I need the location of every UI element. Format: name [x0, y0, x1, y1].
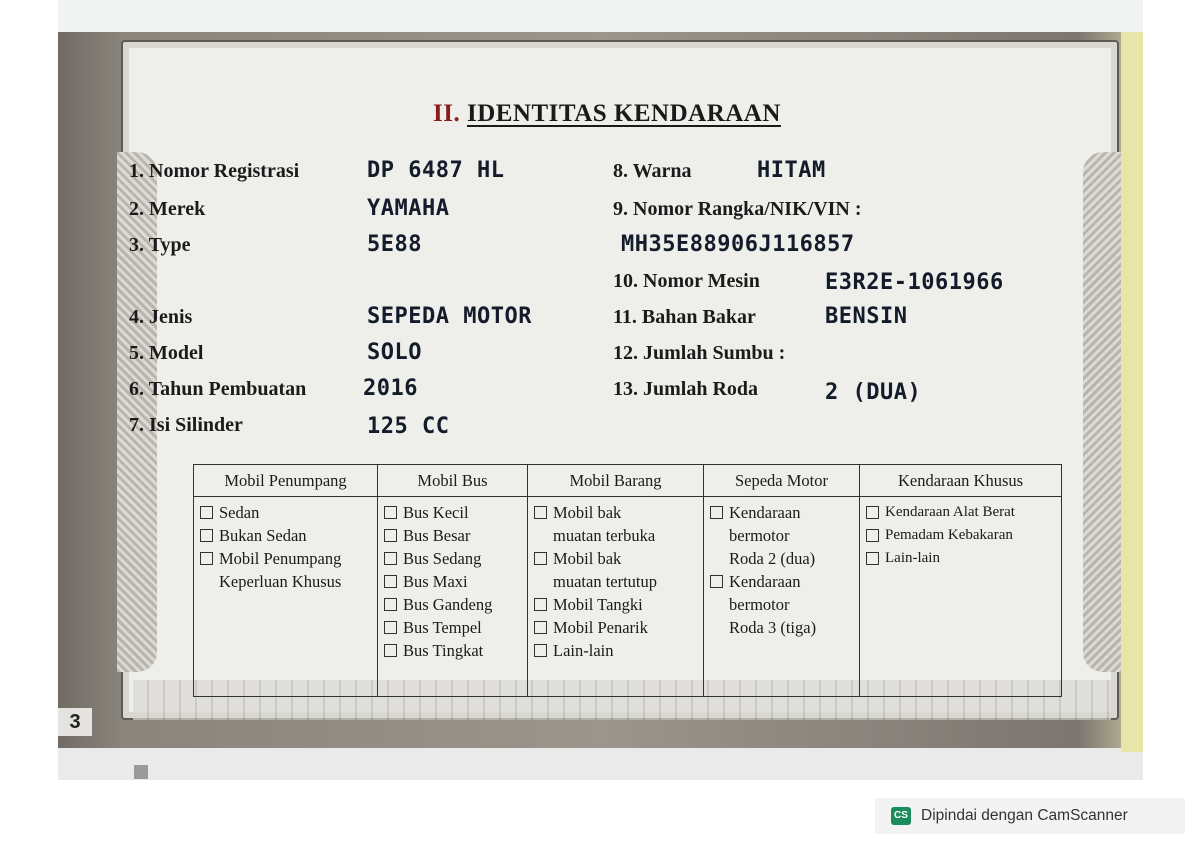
- option-pemadam-kebakaran: Pemadam Kebakaran: [866, 524, 1057, 547]
- option-bus: Bus Gandeng: [384, 593, 523, 616]
- option-bukan-sedan: Bukan Sedan: [200, 524, 373, 547]
- checkbox-icon: [384, 621, 397, 634]
- checkbox-icon: [534, 506, 547, 519]
- field-value-type: 5E88: [367, 232, 422, 257]
- option-mobil-penumpang: Mobil Penumpang: [200, 547, 373, 570]
- checkbox-icon: [534, 552, 547, 565]
- checkbox-icon: [866, 529, 879, 542]
- checkbox-icon: [200, 506, 213, 519]
- option-bus: Bus Tempel: [384, 616, 523, 639]
- field-label: 11. Bahan Bakar: [613, 306, 756, 328]
- field-label: 1. Nomor Registrasi: [129, 160, 300, 182]
- watermark-text: Dipindai dengan CamScanner: [921, 807, 1128, 824]
- field-label: 9. Nomor Rangka/NIK/VIN :: [613, 198, 862, 220]
- cell-mobil-penumpang: [194, 497, 378, 697]
- field-label: 3. Type: [129, 234, 191, 256]
- section-number: II.: [433, 100, 461, 127]
- field-value-registration: DP 6487 HL: [367, 158, 505, 183]
- option-bus: Bus Maxi: [384, 570, 523, 593]
- checkbox-icon: [710, 506, 723, 519]
- option-bak-terbuka: Mobil bak: [534, 501, 699, 524]
- cell-kendaraan-khusus: [860, 497, 1062, 697]
- vehicle-category-table: [193, 464, 1062, 697]
- guilloche-border-right: [1083, 152, 1123, 672]
- field-value-kind: SEPEDA MOTOR: [367, 304, 532, 329]
- checkbox-icon: [384, 506, 397, 519]
- option-continuation: bermotor: [729, 595, 790, 614]
- table-header-row: [194, 465, 1062, 497]
- option-lain-lain: Lain-lain: [866, 547, 1057, 570]
- field-value-wheels: 2 (DUA): [825, 380, 922, 405]
- option-roda-2: Kendaraan: [710, 501, 855, 524]
- checkbox-icon: [534, 621, 547, 634]
- option-continuation: Keperluan Khusus: [219, 572, 342, 591]
- checkbox-icon: [384, 575, 397, 588]
- field-value-model: SOLO: [367, 340, 422, 365]
- field-value-vin: MH35E88906J116857: [621, 232, 855, 257]
- field-value-brand: YAMAHA: [367, 196, 450, 221]
- scan-bottom-strip: [58, 748, 1143, 780]
- checkbox-icon: [866, 506, 879, 519]
- scan-top-strip: [58, 0, 1143, 32]
- option-tangki: Mobil Tangki: [534, 593, 699, 616]
- option-roda-3: Kendaraan: [710, 570, 855, 593]
- table-row: [194, 497, 1062, 697]
- checkbox-icon: [866, 552, 879, 565]
- field-label: 5. Model: [129, 342, 204, 364]
- section-title: [433, 100, 781, 128]
- column-header: Sepeda Motor: [704, 465, 860, 497]
- column-header: Mobil Bus: [378, 465, 528, 497]
- checkbox-icon: [200, 529, 213, 542]
- field-label: 10. Nomor Mesin: [613, 270, 760, 292]
- field-label: 12. Jumlah Sumbu :: [613, 342, 786, 364]
- option-continuation: Roda 3 (tiga): [729, 618, 817, 637]
- page-number: 3: [58, 708, 92, 736]
- option-continuation: Roda 2 (dua): [729, 549, 816, 568]
- field-label: 8. Warna: [613, 160, 692, 182]
- option-bus: Bus Sedang: [384, 547, 523, 570]
- cell-mobil-bus: [378, 497, 528, 697]
- option-bus: Bus Tingkat: [384, 639, 523, 662]
- camscanner-watermark: [875, 798, 1185, 834]
- checkbox-icon: [710, 575, 723, 588]
- option-penarik: Mobil Penarik: [534, 616, 699, 639]
- option-continuation: muatan terbuka: [553, 526, 656, 545]
- checkbox-icon: [534, 644, 547, 657]
- field-value-color: HITAM: [757, 158, 826, 183]
- option-alat-berat: Kendaraan Alat Berat: [866, 501, 1057, 524]
- option-bak-tertutup: Mobil bak: [534, 547, 699, 570]
- column-header: Mobil Barang: [528, 465, 704, 497]
- document-card: [121, 40, 1119, 720]
- field-label: 7. Isi Silinder: [129, 414, 243, 436]
- cell-mobil-barang: [528, 497, 704, 697]
- checkbox-icon: [384, 644, 397, 657]
- camscanner-icon: CS: [891, 807, 911, 825]
- field-label: 6. Tahun Pembuatan: [129, 378, 307, 400]
- checkbox-icon: [384, 598, 397, 611]
- option-bus: Bus Kecil: [384, 501, 523, 524]
- field-label: 13. Jumlah Roda: [613, 378, 759, 400]
- field-value-fuel: BENSIN: [825, 304, 908, 329]
- checkbox-icon: [200, 552, 213, 565]
- field-value-year: 2016: [363, 376, 418, 401]
- section-heading: IDENTITAS KENDARAAN: [466, 100, 781, 127]
- field-value-cylinder: 125 CC: [367, 414, 450, 439]
- option-lain-lain: Lain-lain: [534, 639, 699, 662]
- option-bus: Bus Besar: [384, 524, 523, 547]
- guilloche-border-left: [117, 152, 157, 672]
- field-value-engine: E3R2E-1061966: [825, 270, 1004, 295]
- cell-sepeda-motor: [704, 497, 860, 697]
- column-header: Mobil Penumpang: [194, 465, 378, 497]
- field-label: 4. Jenis: [129, 306, 193, 328]
- checkbox-icon: [384, 529, 397, 542]
- field-label: 2. Merek: [129, 198, 206, 220]
- checkbox-icon: [384, 552, 397, 565]
- scan-artifact: [134, 765, 148, 779]
- vehicle-document-scan: [58, 32, 1143, 780]
- option-sedan: Sedan: [200, 501, 373, 524]
- column-header: Kendaraan Khusus: [860, 465, 1062, 497]
- option-continuation: muatan tertutup: [553, 572, 658, 591]
- option-continuation: bermotor: [729, 526, 790, 545]
- checkbox-icon: [534, 598, 547, 611]
